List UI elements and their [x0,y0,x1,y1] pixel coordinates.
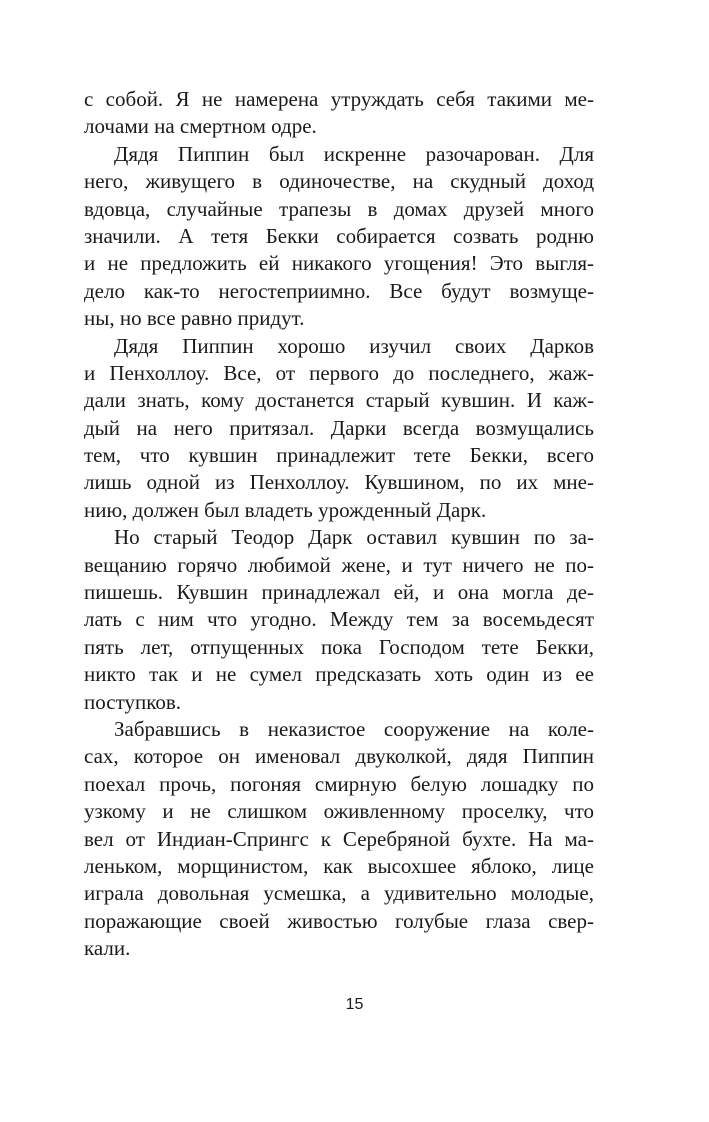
text-line: вдовца, случайные трапезы в домах друзей много [84,196,594,221]
text-line: поражающие своей живостью голубые глаза свер- [84,908,594,933]
text-line: поехал прочь, погоняя смирную белую лошадку по [84,771,594,796]
text-line: ны, но все равно придут. [84,306,305,331]
page-number: 15 [345,996,364,1013]
text-line: дали знать, кому достанется старый кувшин. И каж- [84,388,594,413]
text-line: дый на него притязал. Дарки всегда возмущались [84,415,594,440]
paragraph [84,86,594,141]
text-line: Забравшись в неказистое сооружение на коле- [114,716,594,741]
text-line: Дядя Пиппин хорошо изучил своих Дарков [114,333,594,358]
text-line: леньком, морщинистом, как высохшее яблоко, лице [84,853,594,878]
text-line: лишь одной из Пенхоллоу. Кувшином, по их мне- [84,470,594,495]
text-line: с собой. Я не намерена утруждать себя такими ме- [84,87,594,111]
page-text [84,86,594,963]
text-line: вел от Индиан-Спрингс к Серебряной бухте. На ма- [84,826,594,851]
text-line: тем, что кувшин принадлежит тете Бекки, всего [84,443,594,468]
text-line: нию, должен был владеть урожденный Дарк. [84,497,487,522]
text-line: Дядя Пиппин был искренне разочарован. Для [114,141,594,166]
text-line: значили. А тетя Бекки собирается созвать родню [84,223,594,248]
paragraph [84,141,594,333]
text-line: лать с ним что угодно. Между тем за восемьдесят [84,607,594,632]
text-line: и не предложить ей никакого угощения! Это выгля- [84,251,594,276]
text-line: сах, которое он именовал двуколкой, дядя Пиппин [84,744,594,769]
text-line: Но старый Теодор Дарк оставил кувшин по за- [114,525,594,550]
text-line: вещанию горячо любимой жене, и тут ничего не по- [84,552,594,577]
paragraph [84,524,594,716]
text-line: никто так и не сумел предсказать хоть один из ее [84,662,594,687]
text-line: пять лет, отпущенных пока Господом тете Бекки, [84,634,594,659]
text-line: кали. [84,936,131,961]
text-line: и Пенхоллоу. Все, от первого до последнего, жаж- [84,360,594,385]
text-line: играла довольная усмешка, а удивительно молодые, [84,881,594,906]
paragraph [84,333,594,525]
paragraph [84,716,594,963]
text-line: узкому и не слишком оживленному проселку, что [84,799,594,824]
text-line: поступков. [84,689,182,714]
text-line: дело как-то негостеприимно. Все будут возмуще- [84,278,594,303]
text-line: пишешь. Кувшин принадлежал ей, и она могла де- [84,580,594,605]
text-line: лочами на смертном одре. [84,114,317,139]
text-line: него, живущего в одиночестве, на скудный доход [84,169,594,194]
